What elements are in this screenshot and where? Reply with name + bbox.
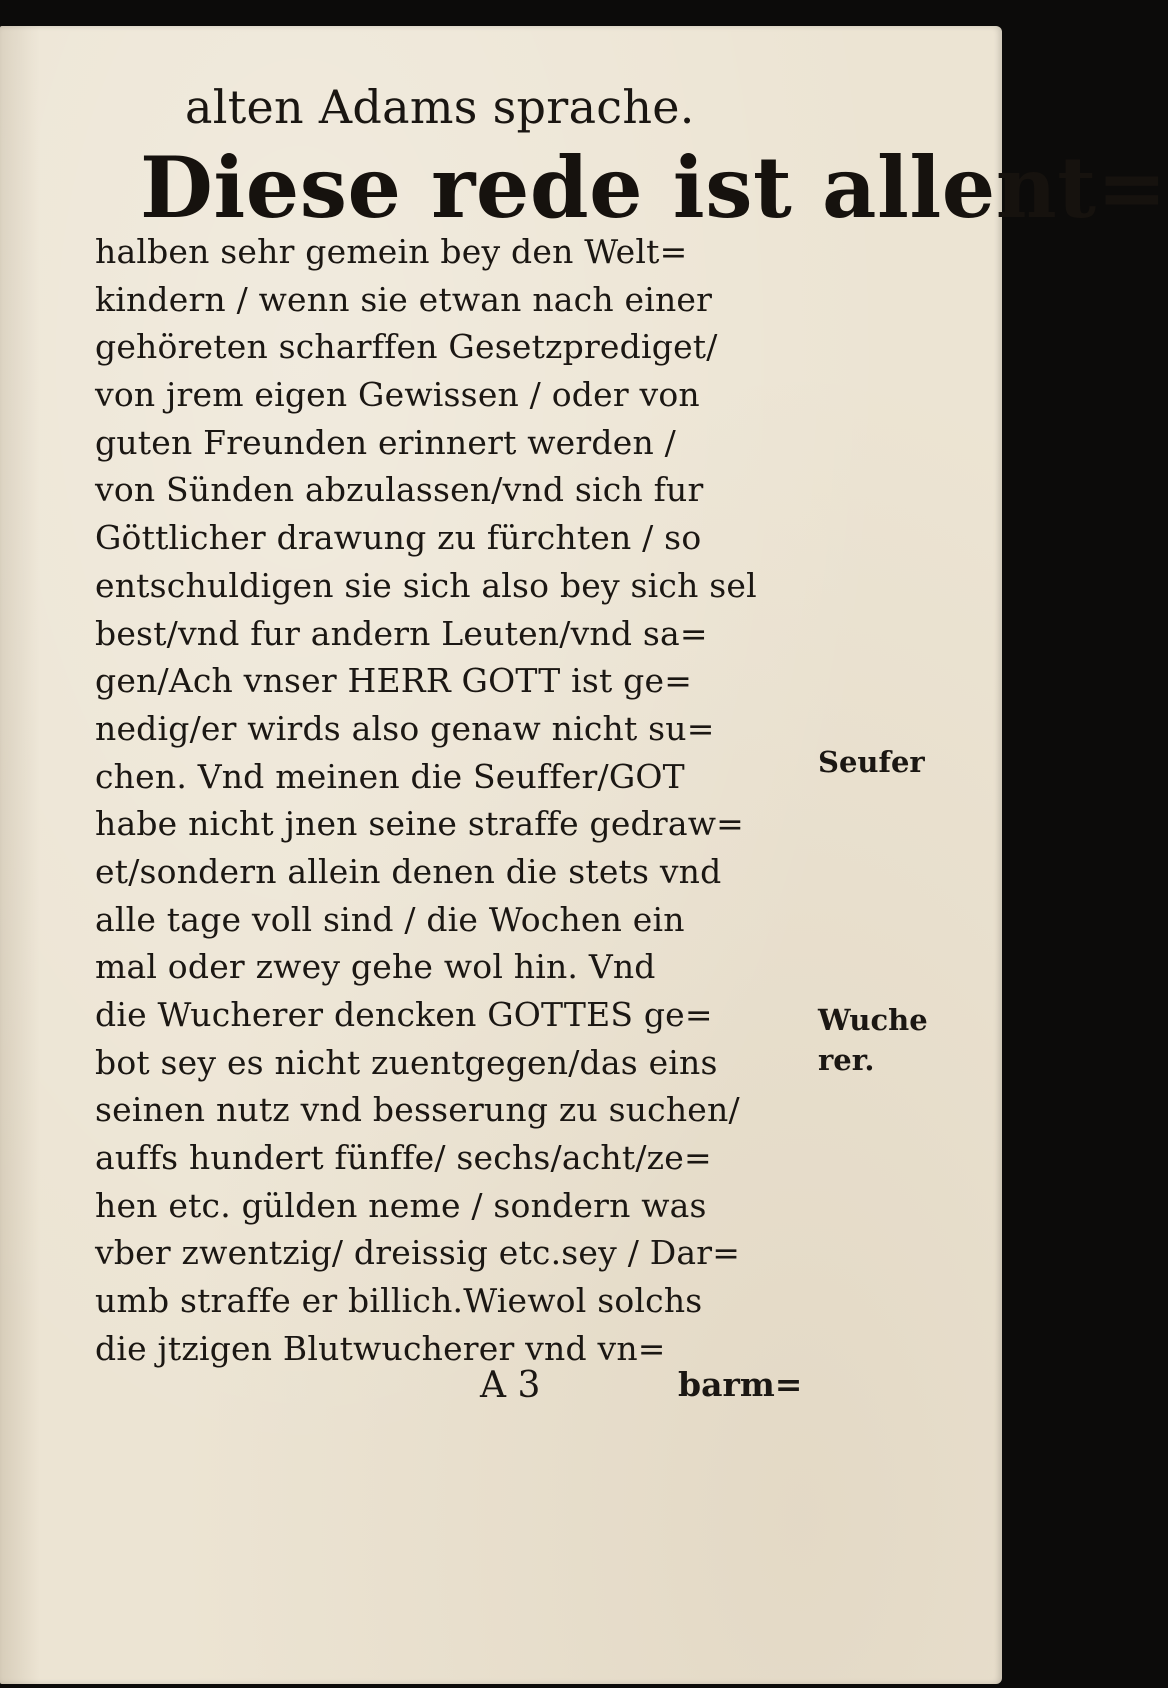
text-line: mal oder zwey gehe wol hin. Vnd [95,947,656,987]
text-line: kindern / wenn sie etwan nach einer [95,279,713,319]
text-line: von jrem eigen Gewissen / oder von [95,375,700,415]
margin-note-line: Wuche [818,1003,928,1037]
text-line: chen. Vnd meinen die Seuffer/GOT [95,756,685,796]
text-line: die jtzigen Blutwucherer vnd vn= [95,1328,666,1368]
text-line: nedig/er wirds also genaw nicht su= [95,708,715,748]
text-line: Göttlicher drawung zu fürchten / so [95,518,702,558]
body-text [95,228,815,1373]
text-line: hen etc. gülden neme / sondern was [95,1185,707,1225]
text-line: vber zwentzig/ dreissig etc.sey / Dar= [95,1233,741,1273]
margin-note-line: rer. [818,1043,875,1077]
text-line: guten Freunden erinnert werden / [95,422,676,462]
text-line: et/sondern allein denen die stets vnd [95,851,722,891]
text-line: alle tage voll sind / die Wochen ein [95,899,685,939]
text-line: habe nicht jnen seine straffe gedraw= [95,804,745,844]
text-line: die Wucherer dencken GOTTES ge= [95,995,713,1034]
text-line: entschuldigen sie sich also bey sich sel [95,565,757,605]
text-line: bot sey es nicht zuentgegen/das eins [95,1042,718,1082]
text-line: seinen nutz vnd besserung zu suchen/ [95,1090,740,1130]
catchword: barm= [678,1365,803,1404]
text-line: umb straffe er billich.Wiewol solchs [95,1281,703,1321]
text-line: best/vnd fur andern Leuten/vnd sa= [95,613,708,653]
margin-note-seufer: Seufer [818,745,925,779]
signature-mark: A 3 [480,1365,541,1406]
text-line: gen/Ach vnser HERR GOTT ist ge= [95,661,693,701]
running-title: alten Adams sprache. [185,80,695,134]
text-line: gehöreten scharffen Gesetzprediget/ [95,327,718,367]
text-line: halben sehr gemein bey den Welt= [95,232,688,271]
text-line: von Sünden abzulassen/vnd sich fur [95,470,704,510]
section-heading: Diese rede ist allent= [140,138,1168,237]
margin-note-wucherer [818,1000,928,1080]
text-line: auffs hundert fünffe/ sechs/acht/ze= [95,1138,712,1178]
